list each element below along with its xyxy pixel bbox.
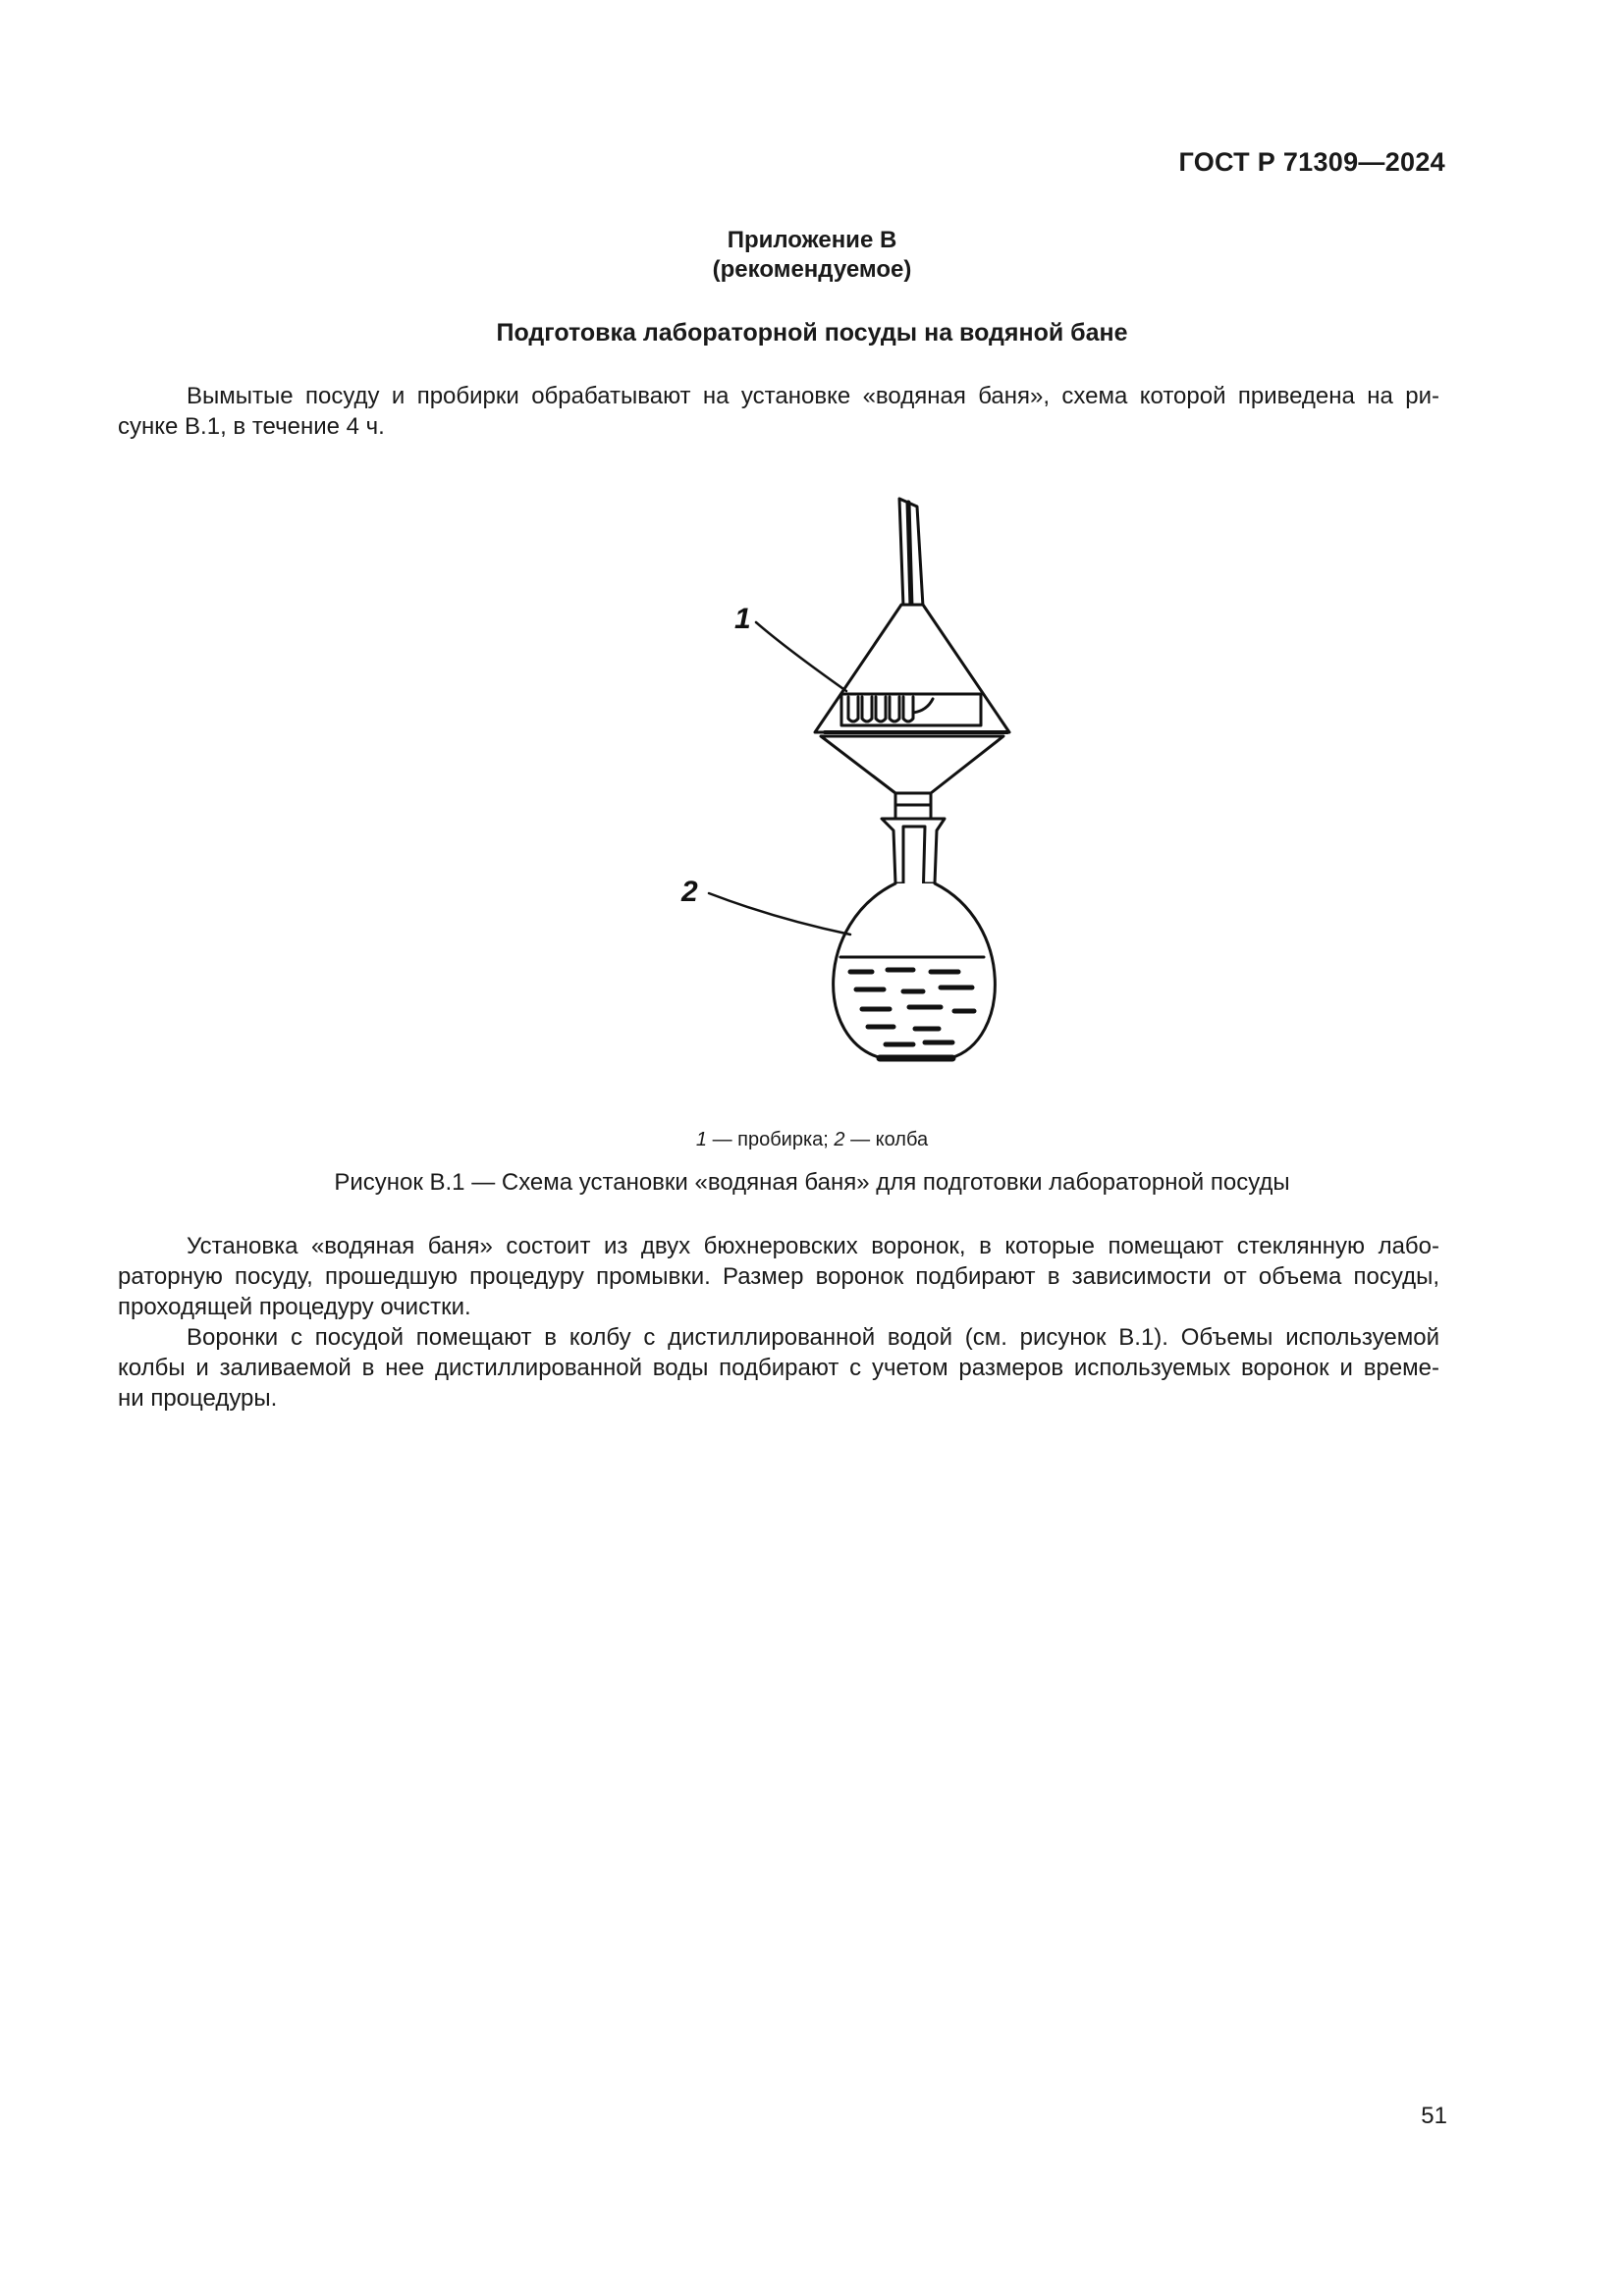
- intro-line-2: сунке В.1, в течение 4 ч.: [118, 413, 385, 440]
- appendix-label: Приложение В: [727, 227, 897, 253]
- legend-number-1: 1: [695, 1129, 708, 1150]
- figure-caption: Рисунок В.1 — Схема установки «водяная баня» для подготовки лабораторной посуды: [334, 1169, 1290, 1196]
- p1-line-3: проходящей процедуру очистки.: [118, 1294, 471, 1320]
- water-bath-figure: [0, 481, 1624, 1090]
- body-paragraph-1: [118, 1231, 1439, 1322]
- p1-line-2: раторную посуду, прошедшую процедуру промывки. Размер воронок подбирают в зависимости от объема посуды,: [118, 1263, 1439, 1290]
- section-title: Подготовка лабораторной посуды на водяной бане: [496, 319, 1128, 347]
- legend-text-1: — пробирка;: [707, 1129, 835, 1150]
- legend-text-2: — колба: [844, 1129, 929, 1150]
- intro-line-1: Вымытые посуду и пробирки обрабатывают на установке «водяная баня», схема которой приведена на ри-: [187, 383, 1439, 409]
- p1-line-1: Установка «водяная баня» состоит из двух бюхнеровских воронок, в которые помещают стеклянную лабо-: [187, 1233, 1439, 1259]
- appendix-heading: [0, 226, 1624, 285]
- leader-line-1: [756, 622, 846, 691]
- p2-line-2: колбы и заливаемой в нее дистиллированной воды подбирают с учетом размеров используемых воронок и време-: [118, 1355, 1439, 1381]
- figure-label-2: 2: [681, 876, 698, 908]
- intro-paragraph: [118, 381, 1439, 442]
- figure-legend: [0, 1129, 1624, 1151]
- figure-label-1: 1: [734, 603, 751, 635]
- legend-number-2: 2: [834, 1129, 845, 1150]
- lower-funnel-cone: [821, 736, 1003, 793]
- leader-line-2: [709, 893, 850, 934]
- appendix-status: (рекомендуемое): [712, 256, 912, 283]
- p2-line-1: Воронки с посудой помещают в колбу с дистиллированной водой (см. рисунок В.1). Объемы используемой: [187, 1324, 1439, 1351]
- standard-code: ГОСТ Р 71309—2024: [1178, 147, 1445, 177]
- page-number: 51: [1421, 2103, 1447, 2129]
- body-paragraph-2: [118, 1322, 1439, 1414]
- p2-line-3: ни процедуры.: [118, 1385, 278, 1412]
